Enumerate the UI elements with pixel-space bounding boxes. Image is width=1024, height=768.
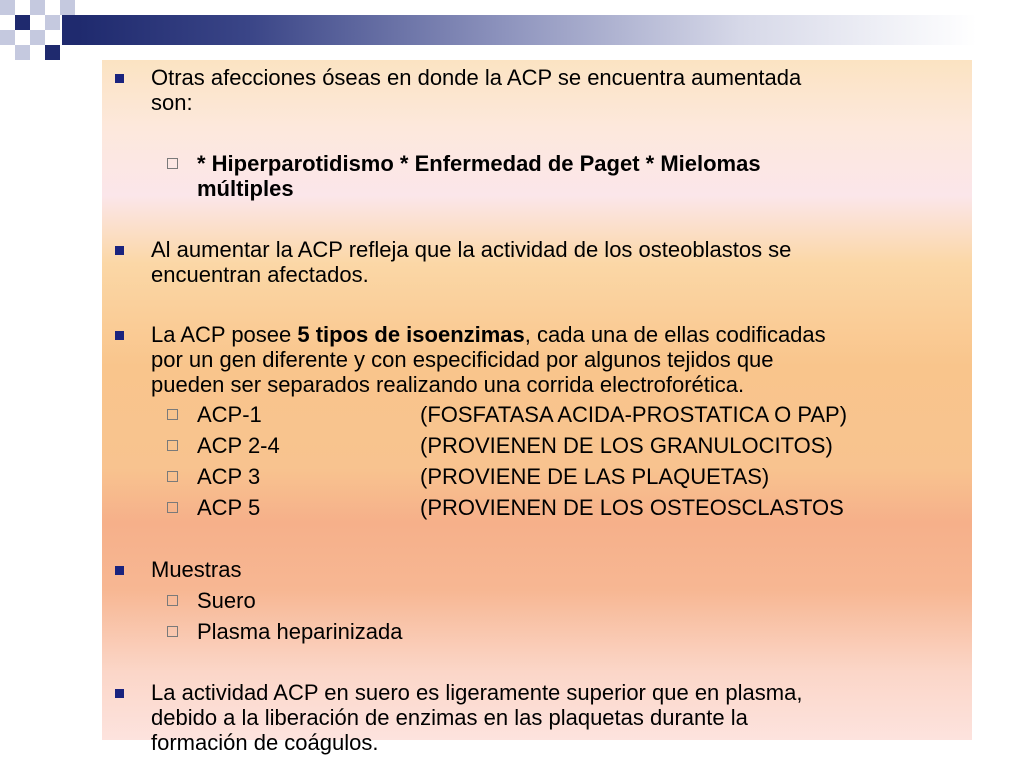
isoenzyme-name: ACP 3 [197,464,261,489]
item3-pre: La ACP posee [151,322,298,347]
sub-bullet-square-icon [167,409,178,420]
title-gradient-bar [78,15,1024,45]
bullet-square-icon [115,566,124,575]
isoenzyme-name: ACP 5 [197,495,261,520]
item3-line1 [151,322,826,347]
sample-item: Plasma heparinizada [197,619,403,644]
isoenzyme-name: ACP 2-4 [197,433,280,458]
item1-line2: son: [151,90,193,115]
isoenzyme-desc: (PROVIENE DE LAS PLAQUETAS) [420,464,770,489]
item1-line1: Otras afecciones óseas en donde la ACP se encuentra aumentada [151,65,802,90]
isoenzyme-desc: (PROVIENEN DE LOS GRANULOCITOS) [420,433,833,458]
item3-line2: por un gen diferente y con especificidad por algunos tejidos que [151,347,774,372]
sub-bullet-square-icon [167,440,178,451]
item5-line2: debido a la liberación de enzimas en las plaquetas durante la [151,705,748,730]
item3-bold: 5 tipos de isoenzimas [297,322,525,347]
sample-item: Suero [197,588,256,613]
deco-square [0,0,15,15]
isoenzyme-desc: (FOSFATASA ACIDA-PROSTATICA O PAP) [420,402,848,427]
bullet-square-icon [115,246,124,255]
item5-line1: La actividad ACP en suero es ligeramente superior que en plasma, [151,680,803,705]
bullet-square-icon [115,74,124,83]
item5-line3: formación de coágulos. [151,730,379,755]
sub-bullet-square-icon [167,471,178,482]
sub-bullet-square-icon [167,626,178,637]
deco-square [15,45,30,60]
item3-post: , cada una de ellas codificadas [524,322,826,347]
sub-item-line2: múltiples [197,176,294,201]
deco-square [60,0,75,15]
bullet-square-icon [115,331,124,340]
deco-square [0,30,15,45]
deco-square [62,15,78,45]
sub-bullet-square-icon [167,595,178,606]
sub-item-line1: * Hiperparotidismo * Enfermedad de Paget * Mielomas [197,151,761,176]
samples-label: Muestras [151,557,242,582]
deco-square [30,0,45,15]
isoenzyme-desc: (PROVIENEN DE LOS OSTEOSCLASTOS [420,495,844,520]
isoenzyme-name: ACP-1 [197,402,262,427]
bullet-square-icon [115,689,124,698]
item2-line1: Al aumentar la ACP refleja que la actividad de los osteoblastos se [151,237,792,262]
deco-square [45,45,60,60]
deco-square [45,15,60,30]
sub-bullet-square-icon [167,158,178,169]
deco-square [15,15,30,30]
sub-bullet-square-icon [167,502,178,513]
deco-square [30,30,45,45]
item3-line3: pueden ser separados realizando una corrida electroforética. [151,372,745,397]
item2-line2: encuentran afectados. [151,262,369,287]
